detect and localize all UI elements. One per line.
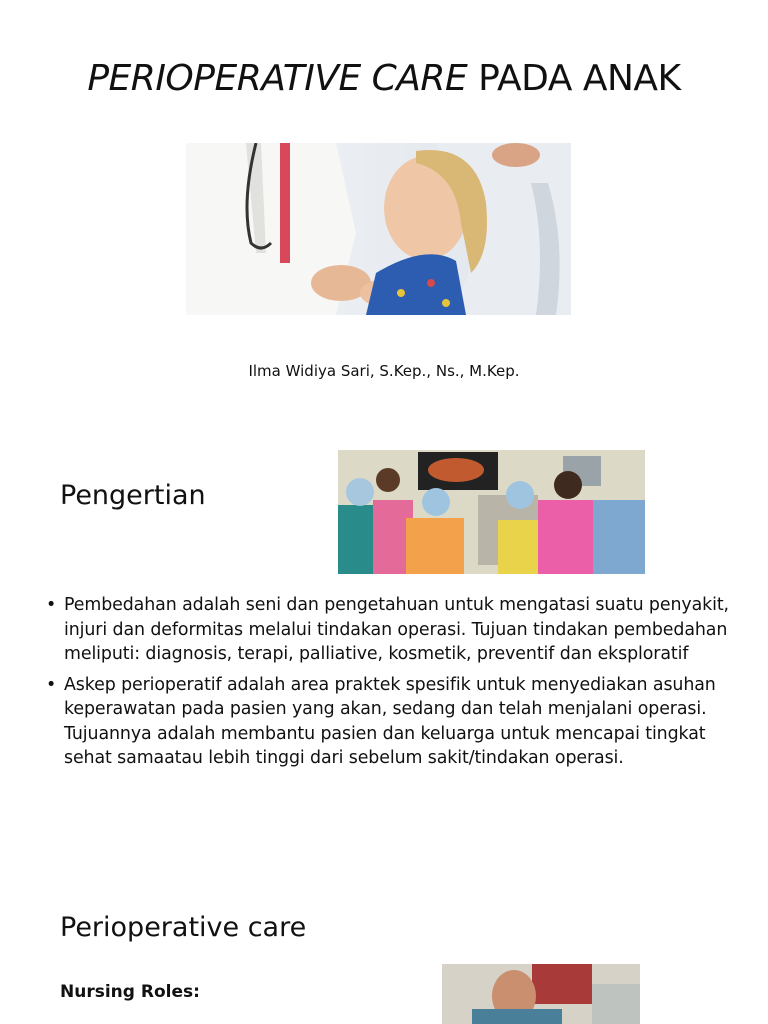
doctor-child-photo — [186, 143, 571, 315]
title-slide — [0, 0, 768, 420]
perioperative-care-slide — [0, 870, 768, 1024]
nurse-photo — [442, 964, 640, 1024]
bullet-icon: • — [46, 595, 57, 615]
definition-slide — [0, 430, 768, 850]
operating-room-photo — [338, 450, 645, 574]
slide-heading: Pengertian — [60, 480, 206, 511]
title-rest-part: PADA ANAK — [467, 58, 681, 99]
doctor-child-illustration — [186, 143, 571, 315]
title-italic-part: PERIOPERATIVE CARE — [87, 58, 468, 99]
definition-bullets — [46, 593, 746, 777]
bullet-text: Pembedahan adalah seni dan pengetahuan untuk mengatasi suatu penyakit, injuri dan deformitas melalui tindakan operasi. Tujuan tindakan pembedahan meliputi: diagnosis, terapi, palliative, kosmetik, preventif dan eksploratif — [64, 595, 729, 664]
bullet-icon: • — [46, 674, 57, 695]
bullet-item — [46, 593, 746, 667]
author-name: Ilma Widiya Sari, S.Kep., Ns., M.Kep. — [248, 362, 520, 380]
slide-heading: Perioperative care — [60, 912, 307, 943]
bullet-item — [46, 673, 746, 771]
nursing-roles-label: Nursing Roles: — [60, 982, 200, 1002]
operating-room-illustration — [338, 450, 645, 574]
nurse-illustration — [442, 964, 640, 1024]
presentation-title — [0, 58, 768, 99]
bullet-text: Askep perioperatif adalah area praktek spesifik untuk menyediakan asuhan keperawatan pada pasien yang akan, sedang dan telah menjalani operasi. Tujuannya adalah membantu pasien dan keluarga untuk mencapai tingkat sehat samaatau lebih tinggi dari sebelum sakit/tindakan operasi. — [64, 674, 716, 768]
